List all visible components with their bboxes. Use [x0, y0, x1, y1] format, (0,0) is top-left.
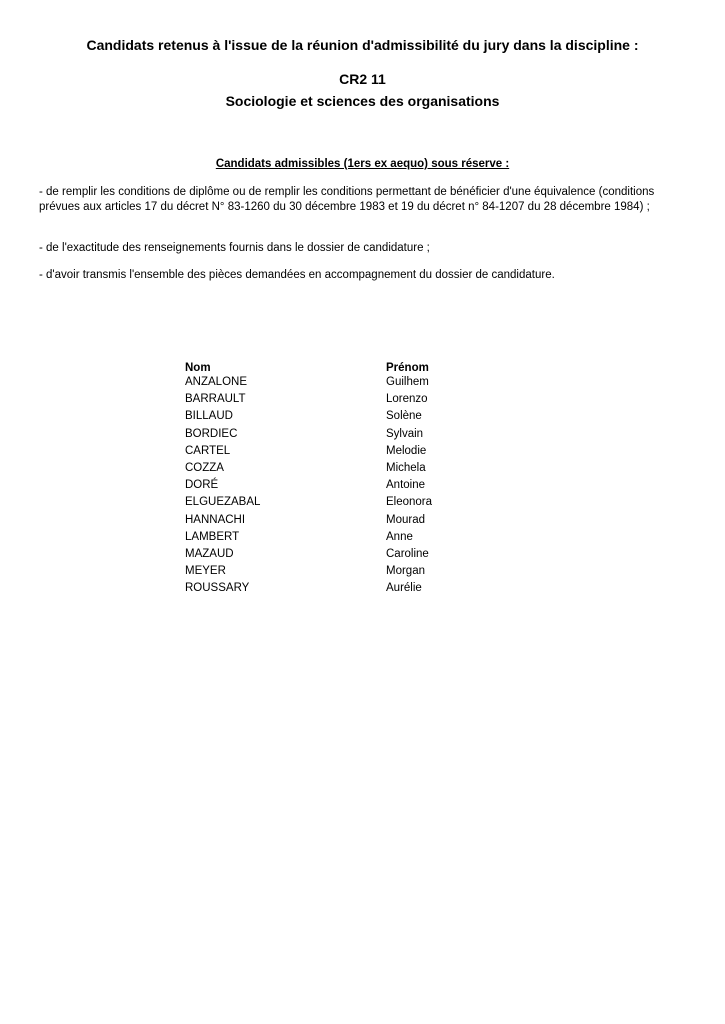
cell-prenom: Michela [386, 461, 426, 474]
cell-nom: LAMBERT [185, 530, 240, 543]
cell-nom: ANZALONE [185, 376, 247, 388]
cell-prenom: Guilhem [386, 376, 429, 388]
cell-prenom: Caroline [386, 547, 429, 560]
table-row [185, 513, 506, 530]
table-row [185, 427, 506, 444]
table-row [185, 478, 506, 495]
cell-prenom: Mourad [386, 513, 425, 526]
cell-nom: MEYER [185, 565, 226, 578]
cell-nom: ROUSSARY [185, 582, 250, 595]
cell-prenom: Aurélie [386, 582, 422, 595]
cell-prenom: Morgan [386, 565, 425, 578]
condition-diploma: - de remplir les conditions de diplôme ou de remplir les conditions permettant de bénéficier d'une équivalence (conditions prévues aux articles 17 du décret N° 83-1260 du 30 décembre 1983 et 19 du décret n° 84-1207 du 28 décembre 1984) ; [39, 186, 655, 213]
cell-nom: CARTEL [185, 444, 231, 457]
column-header-nom: Nom [185, 362, 211, 374]
table-body [185, 375, 506, 598]
table-row [185, 495, 506, 512]
table-row [185, 392, 506, 409]
condition-accuracy: - de l'exactitude des renseignements fournis dans le dossier de candidature ; [39, 242, 430, 254]
cell-nom: BARRAULT [185, 393, 246, 406]
cell-prenom: Antoine [386, 479, 426, 492]
table-header-row [185, 361, 506, 375]
table-row [185, 581, 506, 598]
cell-prenom: Solène [386, 410, 422, 423]
cell-prenom: Anne [386, 530, 413, 543]
discipline-name: Sociologie et sciences des organisations [225, 93, 500, 109]
cell-prenom: Sylvain [386, 427, 424, 440]
cell-nom: COZZA [185, 461, 224, 474]
table-row [185, 530, 506, 547]
candidate-table [185, 361, 506, 598]
table-row [185, 375, 506, 392]
table-row [185, 564, 506, 581]
cell-prenom: Melodie [386, 444, 427, 457]
cell-nom: BORDIEC [185, 427, 238, 440]
section-subtitle: Candidats admissibles (1ers ex aequo) sous réserve : [215, 158, 510, 170]
condition-documents: - d'avoir transmis l'ensemble des pièces demandées en accompagnement du dossier de candidature. [39, 269, 555, 281]
column-header-prenom: Prénom [386, 362, 429, 374]
cell-nom: DORÉ [185, 479, 219, 492]
page-title: Candidats retenus à l'issue de la réunion d'admissibilité du jury dans la discipline : [86, 37, 639, 53]
cell-nom: ELGUEZABAL [185, 496, 261, 509]
cell-nom: MAZAUD [185, 547, 234, 560]
table-row [185, 444, 506, 461]
cell-nom: HANNACHI [185, 513, 246, 526]
table-row [185, 461, 506, 478]
cell-nom: BILLAUD [185, 410, 233, 423]
cell-prenom: Lorenzo [386, 393, 428, 406]
table-row [185, 547, 506, 564]
discipline-code: CR2 11 [339, 71, 386, 87]
cell-prenom: Eleonora [386, 496, 433, 509]
table-row [185, 409, 506, 426]
